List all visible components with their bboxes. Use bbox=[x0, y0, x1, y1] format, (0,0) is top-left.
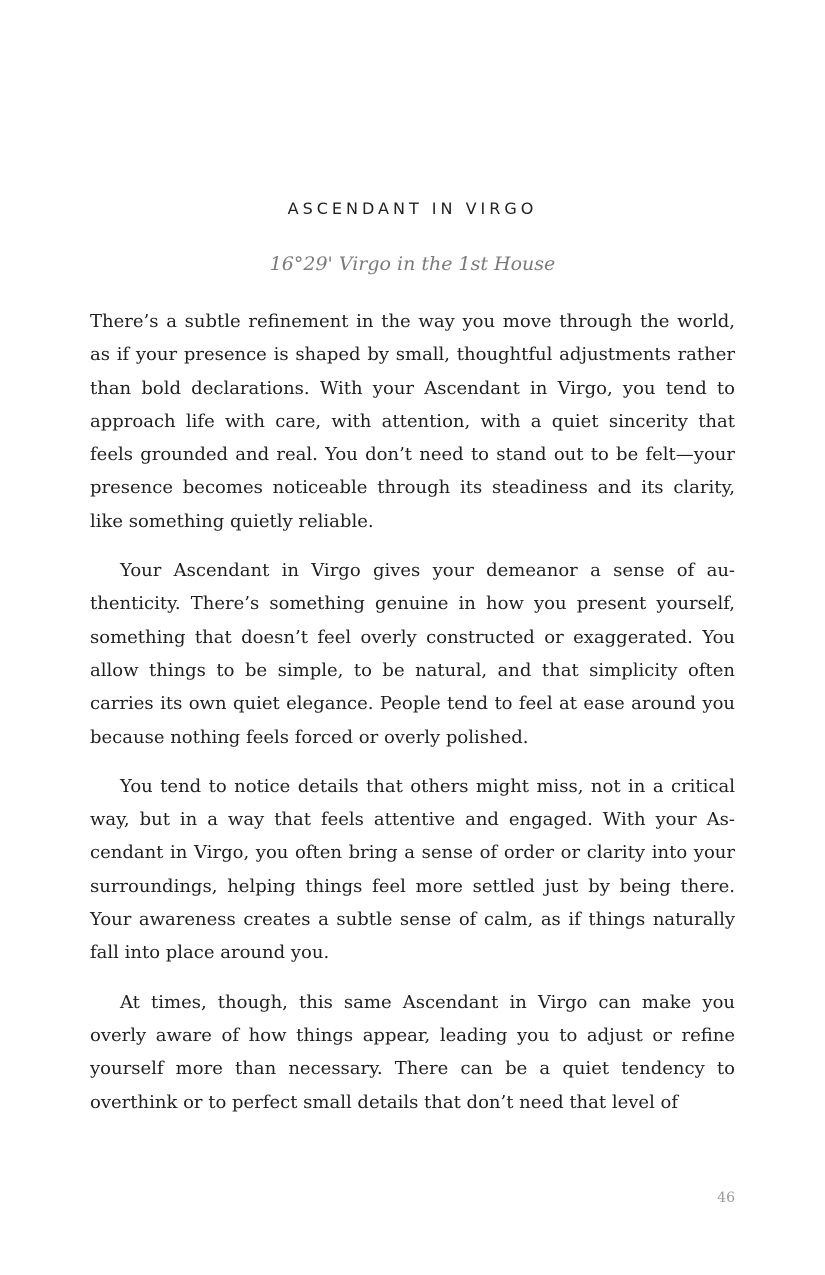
section-heading: ASCENDANT IN VIRGO bbox=[287, 199, 538, 218]
body-text bbox=[90, 305, 735, 1135]
paragraph: There’s a subtle refinement in the way you move through the world, as if your presence is shaped by small, thoughtful adjustments rather than bold declarations. With your Ascendant in Virgo, you tend to approach life with care, with attention, with a quiet sincerity that feels grounded and real. You don’t need to stand out to be felt—your presence becomes noticeable through its steadiness and its clarity, like something quietly reliable. bbox=[90, 311, 735, 532]
page-number: 46 bbox=[717, 1190, 735, 1206]
paragraph: You tend to notice details that others might miss, not in a critical way, but in a way that feels attentive and engaged. With your Ascendant in Virgo, you often bring a sense of order or clarity into your surroundings, helping things feel more settled just by being there. Your awareness creates a subtle sense of calm, as if things naturally fall into place around you. bbox=[90, 775, 735, 964]
section-subheading: 16°29' Virgo in the 1st House bbox=[269, 253, 556, 275]
paragraph: At times, though, this same Ascendant in Virgo can make you overly aware of how things appear, leading you to adjust or refine yourself more than necessary. There can be a quiet tendency to overthink or to perfect small details that don’t need that level of bbox=[90, 991, 735, 1113]
paragraph: Your Ascendant in Virgo gives your demeanor a sense of authenticity. There’s something genuine in how you present yourself, something that doesn’t feel overly constructed or exaggerated. You allow things to be simple, to be natural, and that simplicity often carries its own quiet elegance. People tend to feel at ease around you because nothing feels forced or overly polished. bbox=[90, 560, 735, 748]
